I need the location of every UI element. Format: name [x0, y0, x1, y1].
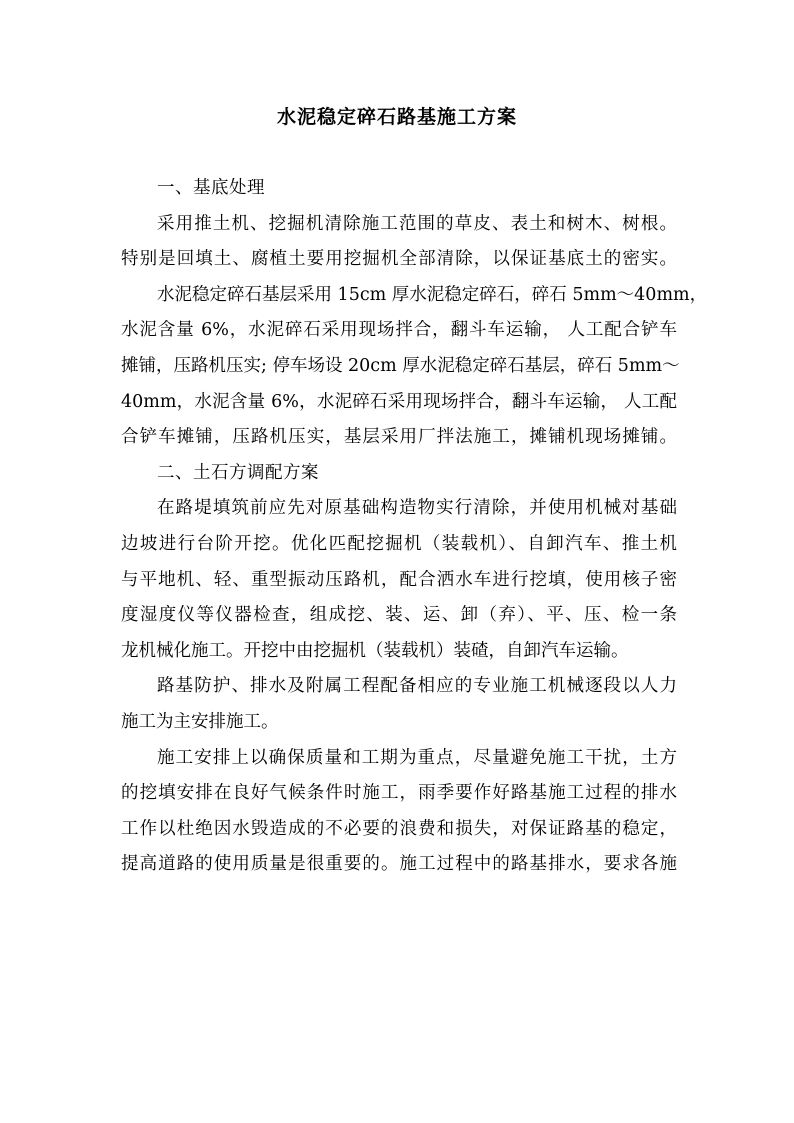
paragraph-line: 采用推土机、挖掘机清除施工范围的草皮、表土和树木、树根。: [157, 213, 677, 234]
paragraph-line: 摊铺，压路机压实; 停车场设 20cm 厚水泥稳定碎石基层，碎石 5mm～: [121, 355, 680, 376]
document-title: 水泥稳定碎石路基施工方案: [276, 106, 517, 128]
paragraph-line: 龙机械化施工。开挖中由挖掘机（装载机）装碴，自卸汽车运输。: [121, 640, 629, 661]
paragraph-line: 在路堤填筑前应先对原基础构造物实行清除，并使用机械对基础: [157, 498, 677, 519]
section-heading: 二、土石方调配方案: [157, 462, 319, 483]
paragraph-line: 水泥含量 6%，水泥碎石采用现场拌合，翻斗车运输， 人工配合铲车: [121, 320, 677, 341]
paragraph-line: 水泥稳定碎石基层采用 15cm 厚水泥稳定碎石，碎石 5mm～40mm，: [157, 284, 708, 305]
paragraph-line: 合铲车摊铺，压路机压实，基层采用厂拌法施工，摊铺机现场摊铺。: [121, 427, 677, 448]
document-body: [121, 171, 708, 883]
paragraph-line: 特别是回填土、腐植土要用挖掘机全部清除，以保证基底土的密实。: [121, 249, 677, 270]
paragraph-line: 提高道路的使用质量是很重要的。施工过程中的路基排水，要求各施: [121, 854, 677, 875]
paragraph-line: 度湿度仪等仪器检查，组成挖、装、运、卸（弃）、平、压、检一条: [121, 605, 677, 626]
paragraph-line: 施工为主安排施工。: [121, 711, 279, 732]
paragraph-line: 路基防护、排水及附属工程配备相应的专业施工机械逐段以人力: [157, 676, 677, 697]
paragraph-line: 的挖填安排在良好气候条件时施工，雨季要作好路基施工过程的排水: [121, 783, 677, 804]
paragraph-line: 40mm，水泥含量 6%，水泥碎石采用现场拌合，翻斗车运输， 人工配: [121, 391, 677, 412]
paragraph-line: 边坡进行台阶开挖。优化匹配挖掘机（装载机）、自卸汽车、推土机: [121, 533, 677, 554]
paragraph-line: 施工安排上以确保质量和工期为重点，尽量避免施工干扰，土方: [157, 747, 677, 768]
paragraph-line: 与平地机、轻、重型振动压路机，配合洒水车进行挖填，使用核子密: [121, 569, 677, 590]
paragraph-line: 工作以杜绝因水毁造成的不必要的浪费和损失，对保证路基的稳定，: [121, 818, 677, 839]
section-heading: 一、基底处理: [157, 178, 265, 198]
